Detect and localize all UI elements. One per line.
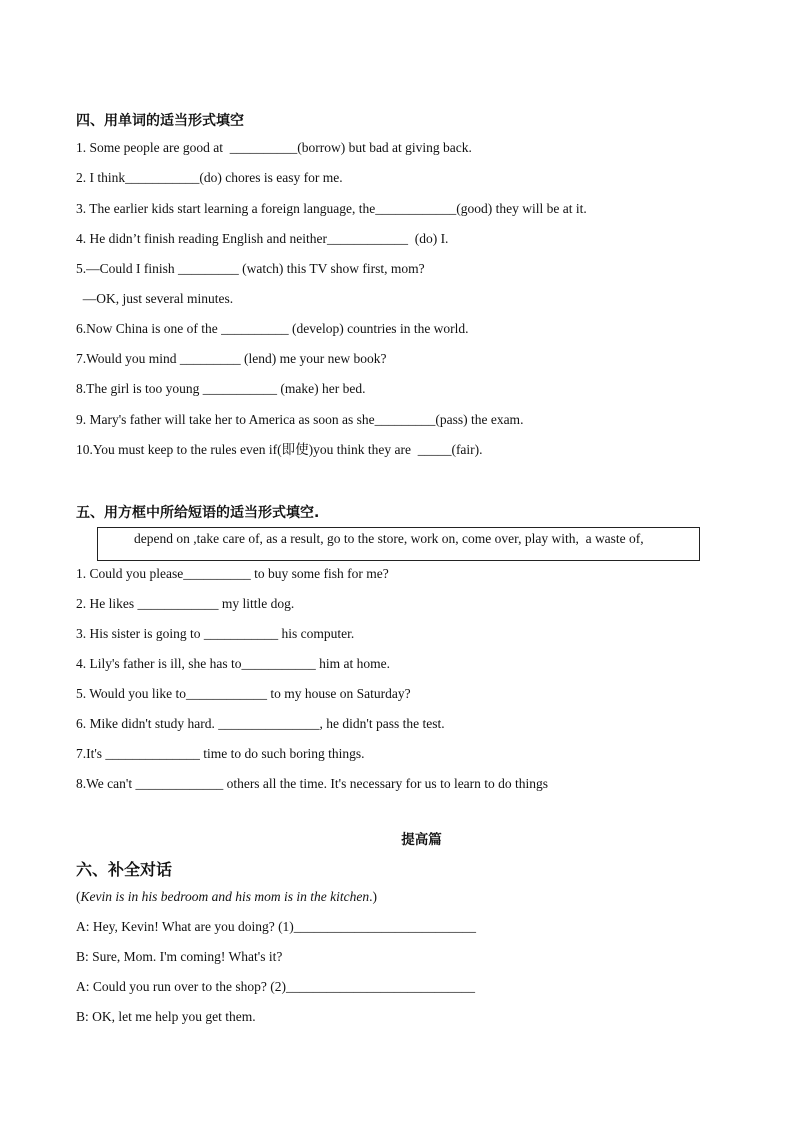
section5-item-2: 2. He likes ____________ my little dog.	[76, 596, 295, 611]
section5-item-6: 6. Mike didn't study hard. _______________, he didn't pass the test.	[76, 716, 445, 731]
section4-item-8: 8.The girl is too young ___________ (make) her bed.	[76, 381, 366, 396]
section5-item-5: 5. Would you like to____________ to my house on Saturday?	[76, 686, 411, 701]
note-close-paren: .)	[369, 889, 377, 904]
section4-item-10: 10.You must keep to the rules even if(即使)you think they are _____(fair).	[76, 442, 483, 457]
section4-item-5: 5.—Could I finish _________ (watch) this TV show first, mom?	[76, 261, 425, 276]
note-open-paren: (	[76, 889, 81, 904]
note-italic-text: Kevin is in his bedroom and his mom is in the kitchen	[80, 889, 370, 904]
section5-item-1: 1. Could you please__________ to buy some fish for me?	[76, 566, 389, 581]
section4-item-4: 4. He didn’t finish reading English and neither____________ (do) I.	[76, 231, 449, 246]
section5-item-8: 8.We can't _____________ others all the time. It's necessary for us to learn to do things	[76, 776, 549, 791]
section4-item-6: 6.Now China is one of the __________ (develop) countries in the world.	[76, 321, 469, 336]
dialogue-line-2: B: Sure, Mom. I'm coming! What's it?	[76, 949, 283, 964]
phrase-box-text: depend on ,take care of, as a result, go to the store, work on, come over, play with, a waste of,	[134, 531, 644, 546]
phrase-box	[97, 527, 700, 561]
section5-heading: 五、用方框中所给短语的适当形式填空.	[76, 505, 320, 521]
section4-item-2: 2. I think___________(do) chores is easy for me.	[76, 170, 343, 185]
section4-item-3: 3. The earlier kids start learning a foreign language, the____________(good) they will be at it.	[76, 201, 587, 216]
advanced-title: 提高篇	[401, 832, 442, 848]
section4-item-7: 7.Would you mind _________ (lend) me your new book?	[76, 351, 387, 366]
section4-item-5-reply: —OK, just several minutes.	[76, 291, 234, 306]
section5-item-3: 3. His sister is going to ___________ his computer.	[76, 626, 355, 641]
dialogue-line-4: B: OK, let me help you get them.	[76, 1009, 256, 1024]
dialogue-line-3: A: Could you run over to the shop? (2)____________________________	[76, 979, 475, 994]
section4-heading: 四、用单词的适当形式填空	[76, 113, 244, 129]
section6-heading: 六、补全对话	[76, 860, 173, 879]
section5-item-7: 7.It's ______________ time to do such boring things.	[76, 746, 365, 761]
dialogue-scene-note	[76, 889, 377, 905]
section4-item-9: 9. Mary's father will take her to America as soon as she_________(pass) the exam.	[76, 412, 524, 427]
section5-item-4: 4. Lily's father is ill, she has to___________ him at home.	[76, 656, 391, 671]
dialogue-line-1: A: Hey, Kevin! What are you doing? (1)___________________________	[76, 919, 477, 934]
section4-item-1: 1. Some people are good at __________(borrow) but bad at giving back.	[76, 140, 472, 155]
